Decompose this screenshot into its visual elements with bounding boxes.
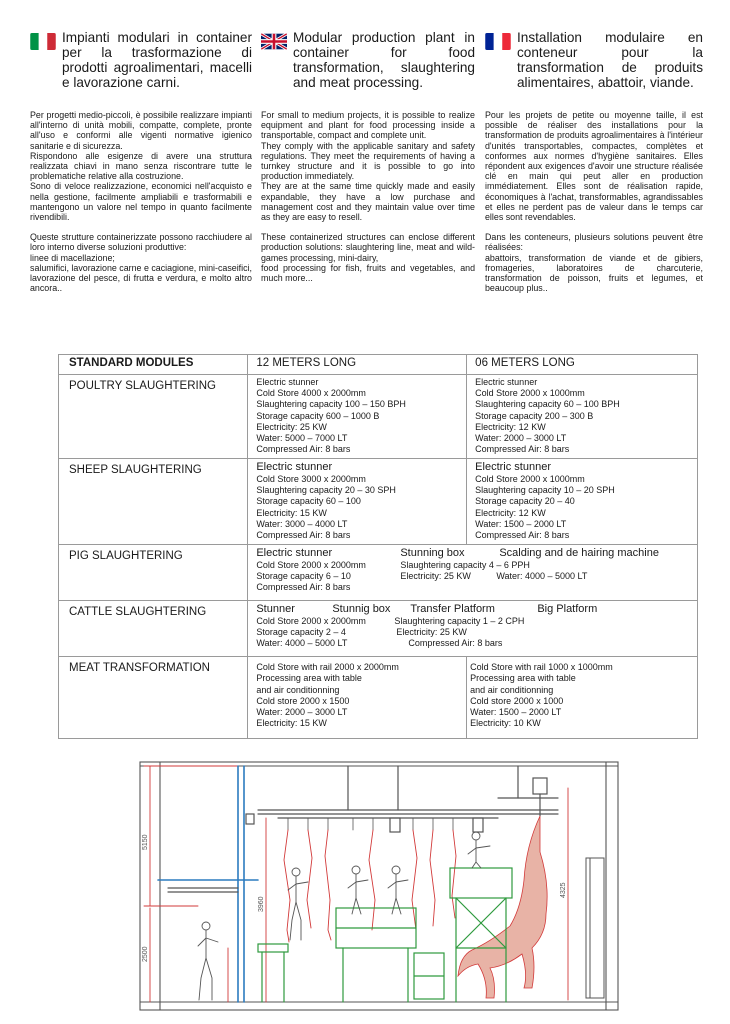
spec-line: and air conditionning	[256, 684, 340, 695]
spec-line: Water: 2000 – 3000 LT	[256, 706, 348, 717]
intro-paragraph: For small to medium projects, it is possible to realize equipment and plant for food processing inside a transportable, compact and complete unit. They comply with the applicable sanitary and safety regulations. They meet the requirements of having a turnkey structure and it is possible to go into production immediately. They are at the same time quickly made and easily expandable, they have a low purchase and management cost and they maintain value over time as they are easy to resell.	[261, 110, 475, 223]
spec-line: Storage capacity 200 – 300 B	[475, 410, 594, 421]
spec-line: Storage capacity 60 – 100	[256, 496, 361, 507]
dimension-label: 3960	[258, 896, 265, 912]
spec-item: Big Platform	[537, 603, 598, 616]
spec-line: Storage capacity 20 – 40	[475, 496, 575, 507]
spec-item: Stunning box	[400, 547, 465, 560]
spec-item: Electric stunner	[256, 547, 333, 560]
spec-line: Cold Store 2000 x 1000mm	[475, 473, 585, 484]
spec-line: Compressed Air: 8 bars	[256, 529, 351, 540]
spec-title: Electric stunner	[256, 461, 333, 474]
spec-cell-12m	[248, 657, 467, 739]
header-06-meters: 06 METERS LONG	[467, 355, 698, 375]
uk-flag-icon	[261, 33, 287, 50]
spec-item: Stunner	[256, 603, 295, 616]
spec-item: Cold Store 2000 x 2000mm	[256, 615, 366, 626]
table-row-poultry	[59, 375, 698, 459]
spec-line: and air conditionning	[470, 684, 554, 695]
column-title: Impianti modulari in container per la trasformazione di prodotti agroalimentari, macelli e lavorazione carni.	[62, 30, 252, 90]
intro-paragraph: Pour les projets de petite ou moyenne taille, il est possible de réaliser des installations pour la transformation de produits agroalimentaires à l'intérieur d'unités transportables, compactes, complètes et conformes aux normes d'hygiène sanitaires. Elles répondent aux exigences d'avoir une structure réalisée clé en main qui peut aller en production immédiatement. Elles sont de réalisation rapide, économiques à l'achat, transformables, agrandissables et elles ne perdent pas de valeur dans le temps car elles sont revendables.	[485, 110, 703, 223]
spec-item: Stunnig box	[332, 603, 391, 616]
dimension-label: 4325	[560, 882, 567, 898]
spec-line: Water: 1500 – 2000 LT	[475, 518, 567, 529]
intro-column-french	[485, 30, 703, 303]
spec-line: Slaughtering capacity 100 – 150 BPH	[256, 399, 406, 410]
spec-item: Water: 4000 – 5000 LT	[496, 570, 588, 581]
spec-line: Processing area with table	[256, 673, 362, 684]
spec-line: Compressed Air: 8 bars	[256, 582, 351, 593]
spec-line: Cold store 2000 x 1500	[256, 695, 350, 706]
spec-line: Electricity: 15 KW	[256, 507, 327, 518]
spec-line: Cold Store 3000 x 2000mm	[256, 473, 366, 484]
spec-line: Slaughtering capacity 20 – 30 SPH	[256, 485, 396, 496]
spec-cell-6m	[467, 375, 698, 459]
header-12-meters: 12 METERS LONG	[248, 355, 467, 375]
spec-item: Compressed Air: 8 bars	[408, 638, 503, 649]
intro-column-english	[261, 30, 475, 293]
spec-title: Electric stunner	[475, 461, 551, 474]
module-name: SHEEP SLAUGHTERING	[59, 459, 248, 545]
spec-line: Storage capacity 600 – 1000 B	[256, 410, 380, 421]
hanging-carcasses	[284, 830, 456, 942]
spec-line: Electricity: 12 KW	[475, 421, 546, 432]
intro-paragraph: These containerized structures can enclose different production solutions: slaughtering line, meat and wild-games processing, mini-dairy, food processing for fish, fruits and vegetables, and much more...	[261, 232, 475, 284]
module-name: PIG SLAUGHTERING	[59, 545, 248, 601]
spec-line: Compressed Air: 8 bars	[475, 529, 570, 540]
spec-line: Cold Store 2000 x 1000mm	[475, 388, 585, 399]
spec-line: Electricity: 15 KW	[256, 718, 327, 729]
module-name: MEAT TRANSFORMATION	[59, 657, 248, 739]
spec-item: Cold Store 2000 x 2000mm	[256, 559, 366, 570]
table-header-row	[59, 355, 698, 375]
spec-line: Water: 3000 – 4000 LT	[256, 518, 348, 529]
spec-cell-12m	[248, 375, 467, 459]
intro-paragraph: Per progetti medio-piccoli, è possibile realizzare impianti all'interno di unità mobili, compatte, complete, pronte all'uso e conformi alle vigenti normative igienico sanitarie e di sicurezza. Rispondono alle esigenze di avere una struttura realizzata chiavi in mano senza riscontrare tutte le problematiche relative alla costruzione. Sono di veloce realizzazione, economici nell'acquisto e nella gestione, facilmente ampliabili e trasformabili e mantengono un valore nel tempo in quanto facilmente rivendibili.	[30, 110, 252, 223]
table-row-meat	[59, 657, 698, 739]
table-row-pig	[59, 545, 698, 601]
cold-store-partition	[158, 766, 258, 1002]
spec-item: Slaughtering capacity 4 – 6 PPH	[400, 559, 530, 570]
spec-line: Electricity: 10 KW	[470, 718, 541, 729]
spec-cell-combined	[248, 601, 698, 657]
intro-paragraph: Dans les conteneurs, plusieurs solutions peuvent être réalisées: abattoirs, transformation de viande et de gibiers, fromageries, laboratoires de charcuterie, transformation de poisson, fruits et legumes, et beaucoup plus..	[485, 232, 703, 294]
side-cabinet	[586, 858, 604, 998]
spec-item: Transfer Platform	[410, 603, 495, 616]
module-name: CATTLE SLAUGHTERING	[59, 601, 248, 657]
spec-item: Scalding and de hairing machine	[499, 547, 659, 560]
dimension-label: 5150	[142, 834, 149, 850]
intro-column-italian	[30, 30, 252, 303]
intro-paragraph: Queste strutture containerizzate possono racchiudere al loro interno diverse soluzioni produttive: linee di macellazione; salumifici, lavorazione carne e caciagione, mini-caseifici, lavorazione del pesce, di frutta e verdura, e molto altro ancora..	[30, 232, 252, 294]
spec-line: Cold Store with rail 2000 x 2000mm	[256, 662, 399, 673]
worker-figures	[198, 832, 490, 1000]
spec-line: Cold store 2000 x 1000	[470, 695, 564, 706]
module-name: POULTRY SLAUGHTERING	[59, 375, 248, 459]
column-title: Installation modulaire en conteneur pour la transformation de produits alimentaires, abattoir, viande.	[517, 30, 703, 90]
italy-flag-icon	[30, 33, 56, 50]
spec-cell-6m	[467, 459, 698, 545]
overhead-rail	[168, 766, 558, 892]
spec-line: Slaughtering capacity 10 – 20 SPH	[475, 485, 615, 496]
header-standard-modules: STANDARD MODULES	[59, 355, 248, 375]
spec-line: Water: 5000 – 7000 LT	[256, 433, 348, 444]
spec-cell-12m	[248, 459, 467, 545]
cattle-carcass	[458, 816, 547, 998]
spec-line: Electric stunner	[256, 377, 319, 387]
spec-line: Cold Store 4000 x 2000mm	[256, 388, 366, 399]
slaughter-container-drawing	[138, 758, 623, 1014]
spec-cell-6m	[467, 657, 698, 739]
spec-line: Compressed Air: 8 bars	[475, 444, 570, 455]
spec-line: Compressed Air: 8 bars	[256, 444, 351, 455]
dimension-label: 2500	[142, 946, 149, 962]
spec-item: Electricity: 25 KW	[400, 570, 471, 581]
spec-line: Electricity: 12 KW	[475, 507, 546, 518]
column-title: Modular production plant in container for food transformation, slaughtering and meat processing.	[293, 30, 475, 90]
spec-item: Slaughtering capacity 1 – 2 CPH	[394, 615, 525, 626]
spec-item: Storage capacity 2 – 4	[256, 626, 346, 637]
standard-modules-table	[58, 354, 698, 739]
france-flag-icon	[485, 33, 511, 50]
spec-line: Processing area with table	[470, 673, 576, 684]
table-row-cattle	[59, 601, 698, 657]
table-row-sheep	[59, 459, 698, 545]
spec-item: Storage capacity 6 – 10	[256, 570, 351, 581]
spec-line: Water: 1500 – 2000 LT	[470, 706, 562, 717]
spec-cell-combined	[248, 545, 698, 601]
spec-line: Water: 2000 – 3000 LT	[475, 433, 567, 444]
spec-line: Electricity: 25 KW	[256, 421, 327, 432]
spec-line: Slaughtering capacity 60 – 100 BPH	[475, 399, 620, 410]
spec-line: Cold Store with rail 1000 x 1000mm	[470, 662, 613, 673]
spec-item: Electricity: 25 KW	[396, 626, 467, 637]
spec-line: Electric stunner	[475, 377, 538, 387]
spec-item: Water: 4000 – 5000 LT	[256, 638, 348, 649]
